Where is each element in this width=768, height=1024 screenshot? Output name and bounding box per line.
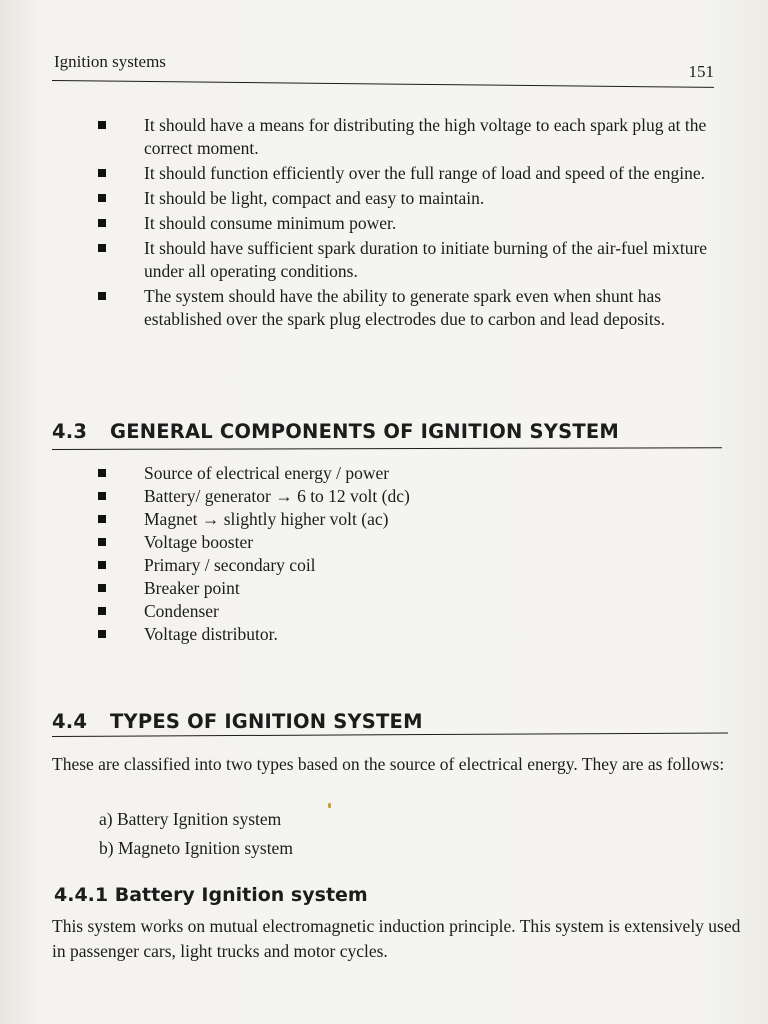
list-item: [98, 554, 518, 577]
battery-ignition-paragraph: This system works on mutual electromagnetic induction principle. This system is extensively used in passenger cars, light trucks and motor cycles.: [52, 916, 741, 961]
list-item: [98, 285, 718, 331]
section-rule: [52, 447, 722, 450]
list-item-text: It should have a means for distributing the high voltage to each spark plug at the correct moment.: [144, 115, 707, 158]
requirements-list: [98, 114, 718, 333]
list-item: [98, 508, 518, 531]
section-rule: [52, 732, 728, 737]
list-item: [98, 462, 518, 485]
list-item: [98, 577, 518, 600]
section-title: TYPES OF IGNITION SYSTEM: [110, 710, 423, 733]
bullet-square-icon: [98, 584, 106, 592]
ignition-types-list: [99, 805, 293, 863]
list-item: b) Magneto Ignition system: [99, 838, 293, 858]
list-item: [98, 212, 718, 235]
bullet-square-icon: [98, 292, 106, 300]
section-number: 4.3: [52, 420, 88, 443]
list-item-text: It should be light, compact and easy to maintain.: [144, 188, 485, 208]
bullet-square-icon: [98, 169, 106, 177]
list-item-text: It should have sufficient spark duration to initiate burning of the air-fuel mixture under all operating conditions.: [144, 238, 708, 281]
bullet-square-icon: [98, 121, 106, 129]
bullet-square-icon: [98, 561, 106, 569]
list-item: [98, 187, 718, 210]
list-item-text: It should consume minimum power.: [144, 213, 397, 233]
section-title: GENERAL COMPONENTS OF IGNITION SYSTEM: [110, 420, 619, 443]
section-number: 4.4: [52, 710, 88, 733]
list-item-text: Primary / secondary coil: [144, 555, 316, 575]
list-item: [98, 485, 518, 508]
list-item-text: Source of electrical energy / power: [144, 463, 390, 483]
bullet-square-icon: [98, 630, 106, 638]
list-item-text: Magnet → slightly higher volt (ac): [144, 509, 389, 529]
running-title: Ignition systems: [54, 52, 166, 71]
section-heading-4-4: [52, 710, 423, 733]
subsection-heading-4-4-1: 4.4.1 Battery Ignition system: [54, 884, 368, 906]
header-rule: [52, 80, 714, 88]
list-item: a) Battery Ignition system: [99, 809, 282, 829]
list-item: [98, 162, 718, 185]
list-item-text: The system should have the ability to generate spark even when shunt has established over the spark plug electrodes due to carbon and lead deposits.: [144, 286, 665, 329]
list-item-text: Breaker point: [144, 578, 240, 598]
bullet-square-icon: [98, 194, 106, 202]
components-list: [98, 462, 518, 646]
bullet-square-icon: [98, 469, 106, 477]
section-heading-4-3: [52, 420, 619, 443]
bullet-square-icon: [98, 607, 106, 615]
list-item-text: Condenser: [144, 601, 219, 621]
bullet-square-icon: [98, 219, 106, 227]
list-item-text: Voltage booster: [144, 532, 254, 552]
bullet-square-icon: [98, 244, 106, 252]
list-item: [98, 237, 718, 283]
bullet-square-icon: [98, 515, 106, 523]
types-intro-paragraph: These are classified into two types based on the source of electrical energy. They are as follows:: [52, 754, 725, 774]
list-item: [98, 623, 518, 646]
paper-speck: [328, 803, 331, 808]
page-number: 151: [688, 62, 714, 81]
list-item: [98, 600, 518, 623]
bullet-square-icon: [98, 538, 106, 546]
list-item: [98, 114, 718, 160]
list-item-text: It should function efficiently over the full range of load and speed of the engine.: [144, 163, 705, 183]
list-item-text: Battery/ generator → 6 to 12 volt (dc): [144, 486, 410, 506]
bullet-square-icon: [98, 492, 106, 500]
list-item-text: Voltage distributor.: [144, 624, 278, 644]
list-item: [98, 531, 518, 554]
